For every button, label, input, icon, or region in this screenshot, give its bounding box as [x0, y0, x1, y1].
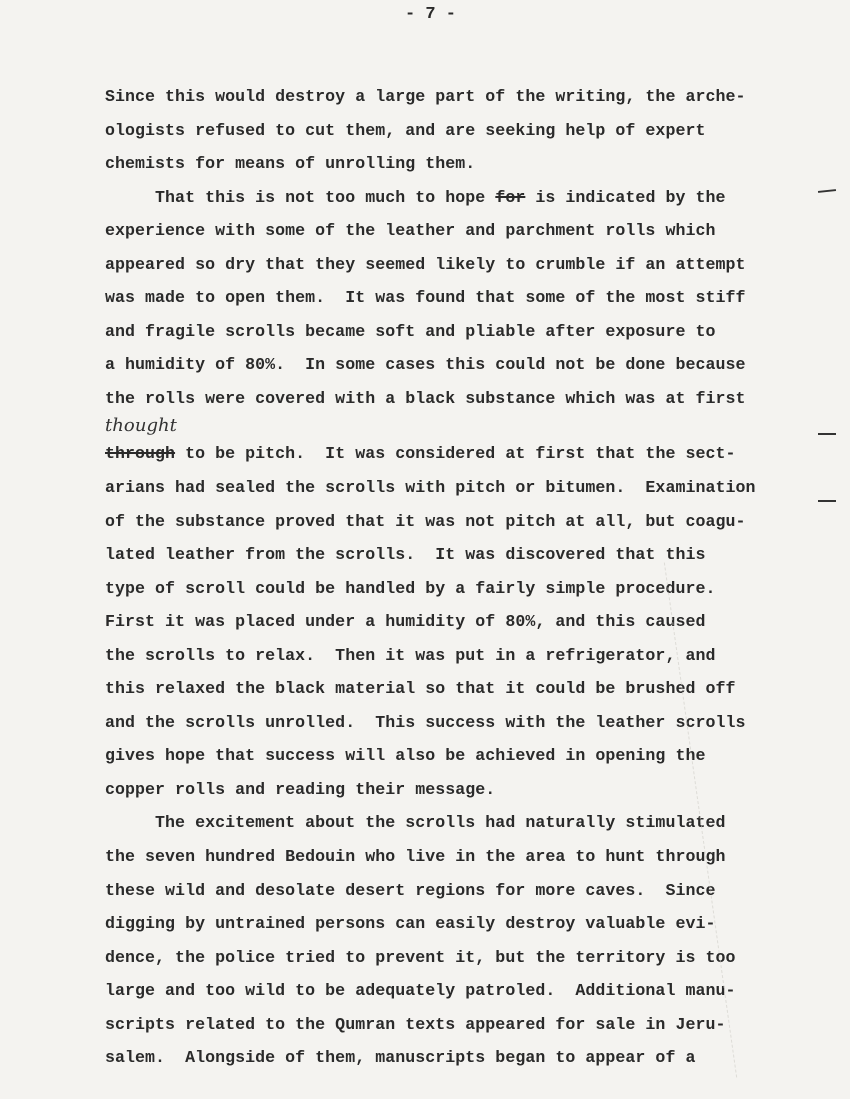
line-text: and the scrolls unrolled. This success with the leather scrolls — [105, 712, 746, 732]
line-text: type of scroll could be handled by a fairly simple procedure. — [105, 578, 716, 598]
line-text: large and too wild to be adequately patroled. Additional manu- — [105, 981, 736, 1001]
text-line — [105, 214, 756, 248]
struck-out-word: for — [495, 187, 526, 207]
text-line — [105, 941, 756, 975]
text-line — [105, 672, 756, 706]
margin-mark — [818, 433, 836, 435]
line-text: of the substance proved that it was not pitch at all, but coagu- — [105, 511, 746, 531]
line-text: That this is not too much to hope — [105, 187, 496, 207]
line-text: scripts related to the Qumran texts appeared for sale in Jeru- — [105, 1014, 726, 1034]
line-text-continued: is indicated by the — [525, 187, 726, 207]
text-line — [105, 706, 756, 740]
line-text: dence, the police tried to prevent it, but the territory is too — [105, 947, 736, 967]
text-line — [105, 739, 756, 773]
text-line — [105, 773, 756, 807]
handwritten-correction: thought — [105, 415, 177, 437]
page-number: - 7 - — [405, 5, 457, 24]
line-text: experience with some of the leather and parchment rolls which — [105, 221, 716, 241]
line-text: the seven hundred Bedouin who live in the area to hunt through — [105, 847, 726, 867]
line-text: digging by untrained persons can easily destroy valuable evi- — [105, 914, 716, 934]
line-text: gives hope that success will also be achieved in opening the — [105, 746, 706, 766]
margin-mark — [818, 500, 836, 502]
text-line — [105, 505, 756, 539]
line-text: was made to open them. It was found that some of the most stiff — [105, 288, 746, 308]
margin-mark — [818, 189, 836, 193]
line-text: First it was placed under a humidity of 80%, and this caused — [105, 612, 706, 632]
line-text: lated leather from the scrolls. It was discovered that this — [105, 545, 706, 565]
line-text: chemists for means of unrolling them. — [105, 154, 476, 174]
line-text: The excitement about the scrolls had naturally stimulated — [105, 813, 726, 833]
line-text: salem. Alongside of them, manuscripts began to appear of a — [105, 1048, 696, 1068]
text-line — [105, 806, 756, 840]
text-line — [105, 840, 756, 874]
text-line — [105, 907, 756, 941]
line-text-continued: to be pitch. It was considered at first that the sect- — [175, 444, 736, 464]
text-line — [105, 147, 756, 181]
text-line — [105, 538, 756, 572]
line-text: copper rolls and reading their message. — [105, 779, 496, 799]
line-text: these wild and desolate desert regions for more caves. Since — [105, 880, 716, 900]
text-line — [105, 1041, 756, 1075]
text-line — [105, 572, 756, 606]
text-line — [105, 181, 756, 215]
line-text: Since this would destroy a large part of the writing, the arche- — [105, 87, 746, 106]
text-line — [105, 1008, 756, 1042]
line-text: the scrolls to relax. Then it was put in a refrigerator, and — [105, 645, 716, 665]
text-line — [105, 114, 756, 148]
text-line — [105, 471, 756, 505]
text-line — [105, 382, 756, 416]
text-line — [105, 639, 756, 673]
line-text: a humidity of 80%. In some cases this could not be done because — [105, 355, 746, 375]
line-text: ologists refused to cut them, and are seeking help of expert — [105, 120, 706, 140]
line-text: appeared so dry that they seemed likely to crumble if an attempt — [105, 254, 746, 274]
typed-text-body — [105, 80, 756, 1075]
text-line — [105, 605, 756, 639]
line-text: the rolls were covered with a black substance which was at first — [105, 388, 746, 408]
text-line — [105, 248, 756, 282]
struck-out-word: through — [105, 444, 176, 464]
text-line — [105, 974, 756, 1008]
text-line — [105, 281, 756, 315]
text-line — [105, 315, 756, 349]
text-line — [105, 80, 756, 114]
line-text: and fragile scrolls became soft and pliable after exposure to — [105, 321, 716, 341]
line-text: this relaxed the black material so that it could be brushed off — [105, 679, 736, 699]
line-text: arians had sealed the scrolls with pitch or bitumen. Examination — [105, 478, 756, 498]
text-line — [105, 415, 756, 471]
text-line — [105, 874, 756, 908]
typed-line-text — [105, 437, 736, 471]
text-line — [105, 348, 756, 382]
